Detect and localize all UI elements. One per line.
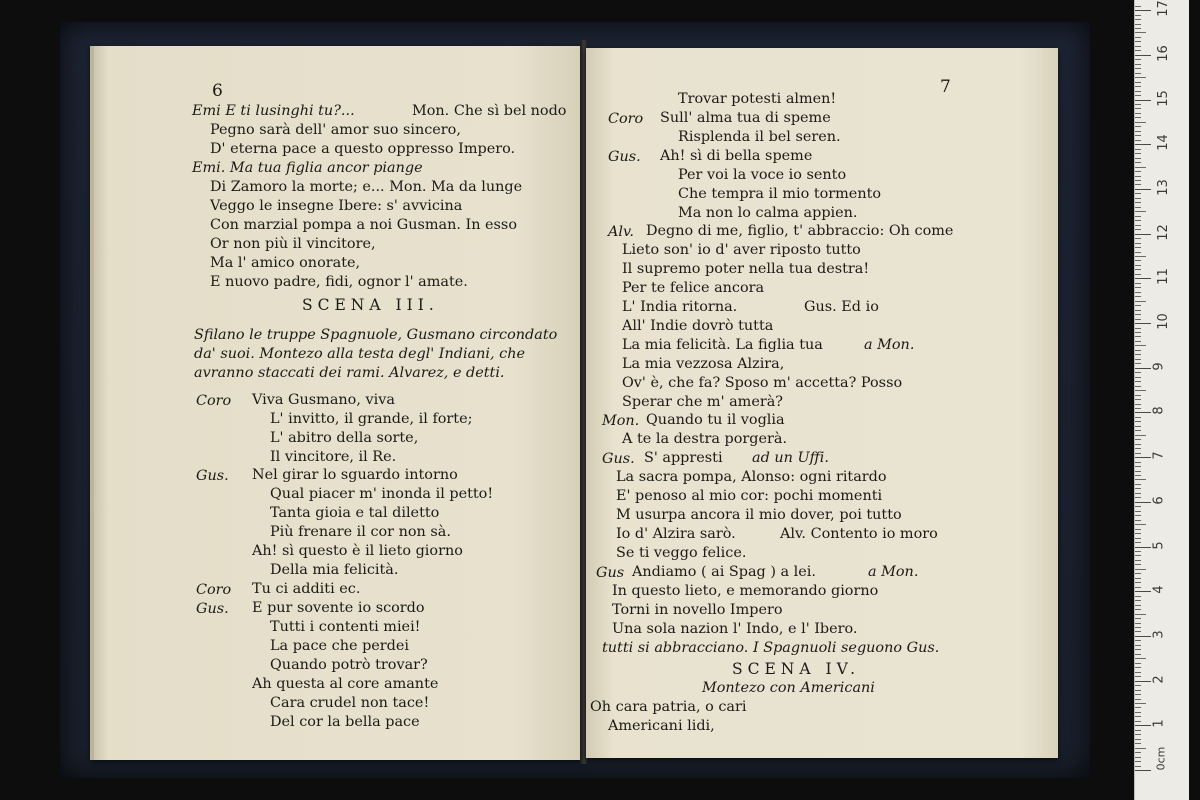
ruler-tick (1135, 654, 1141, 655)
ruler-tick (1135, 345, 1146, 346)
verse-line: Tu ci additi ec. (252, 581, 361, 597)
ruler-tick (1135, 725, 1151, 726)
ruler-number: 3 (1151, 630, 1167, 639)
ruler-tick (1135, 582, 1141, 583)
ruler-tick (1135, 323, 1151, 324)
ruler-tick (1135, 515, 1141, 516)
ruler-tick (1135, 444, 1141, 445)
speaker-label: Gus. (196, 601, 229, 617)
ruler-tick (1135, 15, 1141, 16)
ruler-tick (1135, 359, 1141, 360)
verse-line: Torni in novello Impero (612, 602, 783, 618)
ruler-tick (1135, 475, 1141, 476)
text-line: Con marzial pompa a noi Gusman. In esso (210, 217, 517, 233)
ruler-number: 2 (1151, 674, 1167, 684)
ruler-tick (1135, 506, 1141, 507)
ruler-tick (1135, 336, 1141, 337)
ruler-number: 10 (1155, 313, 1171, 330)
ruler-number: 11 (1155, 268, 1171, 286)
verse-line: Che tempra il mio tormento (678, 186, 882, 202)
ruler-tick (1135, 176, 1141, 177)
ruler-tick (1135, 645, 1141, 646)
ruler-tick (1135, 243, 1141, 244)
ruler-number: 8 (1151, 406, 1167, 416)
ruler-tick (1135, 368, 1151, 369)
ruler-tick (1135, 623, 1141, 624)
ruler-tick (1135, 748, 1146, 749)
ruler-tick (1135, 587, 1141, 588)
ruler-tick (1135, 19, 1141, 20)
ruler-tick (1135, 216, 1141, 217)
ruler-tick (1135, 193, 1141, 194)
ruler-tick (1135, 68, 1141, 69)
ruler-tick (1135, 238, 1141, 239)
ruler-number: 4 (1151, 585, 1167, 594)
ruler-tick (1135, 198, 1141, 199)
ruler-tick (1135, 95, 1141, 96)
text-line (192, 102, 355, 121)
ruler-number: 16 (1155, 45, 1171, 62)
ruler-tick (1135, 269, 1141, 270)
ruler-tick (1135, 399, 1141, 400)
ruler-tick (1135, 296, 1141, 297)
verse-line: A te la destra porgerà. (622, 431, 788, 447)
ruler-tick (1135, 690, 1141, 691)
verse-line: Andiamo ( ai Spag ) a lei. (632, 564, 816, 580)
ruler-tick (1135, 533, 1141, 534)
ruler-tick (1135, 180, 1141, 181)
inline-note: Alv. Contento io moro (780, 526, 938, 542)
ruler-tick (1135, 502, 1151, 503)
ruler-tick (1135, 184, 1141, 185)
ruler-tick (1135, 167, 1146, 168)
ruler-tick (1135, 278, 1151, 279)
ruler-tick (1135, 609, 1141, 610)
ruler-tick (1135, 220, 1141, 221)
ruler-tick (1135, 730, 1141, 731)
ruler-tick (1135, 131, 1141, 132)
verse-line: Una sola nazion l' Indo, e l' Ibero. (612, 621, 858, 637)
verse-line: L' India ritorna. (622, 299, 738, 315)
ruler-tick (1135, 547, 1151, 548)
verse-line: Tanta gioia e tal diletto (270, 505, 440, 521)
ruler-tick (1135, 752, 1141, 753)
verse-line: L' abitro della sorte, (270, 430, 419, 446)
ruler-tick (1135, 640, 1141, 641)
ruler-tick (1135, 430, 1141, 431)
ruler-tick (1135, 328, 1141, 329)
ruler-tick (1135, 100, 1151, 101)
ruler-tick (1135, 260, 1141, 261)
inline-note: ad un Uffi. (752, 450, 829, 466)
right-page-number: 7 (940, 77, 951, 97)
ruler-tick (1135, 363, 1141, 364)
verse-line: Tutti i contenti miei! (270, 619, 421, 635)
ruler-tick (1135, 10, 1151, 11)
ruler-tick (1135, 108, 1141, 109)
ruler-tick (1135, 229, 1141, 230)
verse-line: Cara crudel non tace! (270, 695, 430, 711)
ruler-tick (1135, 649, 1141, 650)
verse-line: Il vincitore, il Re. (270, 449, 397, 465)
ruler-tick (1135, 104, 1141, 105)
verse-line: La sacra pompa, Alonso: ogni ritardo (616, 469, 887, 485)
ruler-tick (1135, 247, 1141, 248)
speaker-label: Gus. (602, 451, 635, 467)
ruler-tick (1135, 171, 1141, 172)
text-line: Di Zamoro la morte; e... Mon. Ma da lunge (210, 179, 523, 195)
ruler-tick (1135, 707, 1141, 708)
ruler-tick (1135, 636, 1151, 637)
ruler-tick (1135, 417, 1141, 418)
ruler-tick (1135, 439, 1141, 440)
ruler-tick (1135, 377, 1141, 378)
ruler-tick (1135, 699, 1141, 700)
ruler-tick (1135, 6, 1141, 7)
ruler-tick (1135, 511, 1141, 512)
ruler-tick (1135, 140, 1141, 141)
ruler-tick (1135, 734, 1141, 735)
ruler-tick (1135, 292, 1141, 293)
verse-line: Più frenare il cor non sà. (270, 524, 451, 540)
ruler-tick (1135, 591, 1151, 592)
ruler-tick (1135, 766, 1141, 767)
ruler-tick (1135, 162, 1141, 163)
verse-line: Il supremo poter nella tua destra! (622, 261, 870, 277)
text-line: E nuovo padre, fidi, ognor l' amate. (210, 274, 468, 290)
ruler-number: 12 (1155, 223, 1171, 241)
scene-heading: SCENA IV. (732, 660, 861, 678)
ruler-tick (1135, 618, 1141, 619)
measurement-ruler (1134, 0, 1189, 800)
ruler-tick (1135, 122, 1146, 123)
ruler-tick (1135, 350, 1141, 351)
ruler-tick (1135, 538, 1141, 539)
ruler-tick (1135, 202, 1141, 203)
ruler-tick (1135, 457, 1151, 458)
ruler-tick (1135, 770, 1151, 771)
ruler-tick (1135, 560, 1141, 561)
ruler-tick (1135, 703, 1146, 704)
ruler-tick (1135, 462, 1141, 463)
right-page (586, 48, 1058, 758)
ruler-tick (1135, 555, 1141, 556)
ruler-tick (1135, 600, 1141, 601)
verse-line: Quando tu il voglia (646, 412, 785, 428)
ruler-number: 1 (1151, 719, 1167, 728)
stage-direction: da' suoi. Montezo alla testa degl' Indiani, che (194, 346, 526, 362)
verse-line: Viva Gusmano, viva (252, 392, 395, 408)
text-line: D' eterna pace a questo oppresso Impero. (210, 141, 516, 157)
ruler-tick (1135, 520, 1141, 521)
ruler-tick (1135, 390, 1146, 391)
ruler-tick (1135, 126, 1141, 127)
ruler-tick (1135, 149, 1141, 150)
ruler-tick (1135, 158, 1141, 159)
ruler-tick (1135, 551, 1141, 552)
ruler-tick (1135, 667, 1141, 668)
verse-line: Ah! sì questo è il lieto giorno (252, 543, 463, 559)
verse-line: Del cor la bella pace (270, 714, 420, 730)
ruler-tick (1135, 694, 1141, 695)
left-page-number: 6 (212, 81, 223, 101)
verse-line: All' Indie dovrò tutta (622, 318, 774, 334)
ruler-tick (1135, 569, 1146, 570)
verse-line: La mia vezzosa Alzira, (622, 356, 785, 372)
ruler-tick (1135, 64, 1141, 65)
ruler-tick (1135, 301, 1146, 302)
ruler-tick (1135, 305, 1141, 306)
ruler-tick (1135, 32, 1146, 33)
ruler-tick (1135, 743, 1141, 744)
ruler-tick (1135, 685, 1141, 686)
stage-direction: Sfilano le truppe Spagnuole, Gusmano circondato (194, 327, 558, 343)
ruler-tick (1135, 426, 1141, 427)
verse-line: In questo lieto, e memorando giorno (612, 583, 879, 599)
verse-line: Se ti veggo felice. (616, 545, 747, 561)
ruler-tick (1135, 91, 1141, 92)
ruler-tick (1135, 354, 1141, 355)
ruler-tick (1135, 265, 1141, 266)
speaker-label: Coro (196, 582, 232, 598)
ruler-tick (1135, 386, 1141, 387)
verse-line: Io d' Alzira sarò. (616, 526, 736, 542)
verse-line: Trovar potesti almen! (678, 91, 837, 107)
ruler-tick (1135, 681, 1151, 682)
verse-line: Ov' è, che fa? Sposo m' accetta? Posso (622, 375, 903, 391)
ruler-tick (1135, 319, 1141, 320)
ruler-tick (1135, 605, 1141, 606)
verse-line: Qual piacer m' inonda il petto! (270, 486, 494, 502)
ruler-tick (1135, 24, 1141, 25)
text-line: Or non più il vincitore, (210, 236, 376, 252)
verse-line: Oh cara patria, o cari (590, 699, 747, 715)
verse-line: Degno di me, figlio, t' abbraccio: Oh come (646, 223, 954, 239)
ruler-tick (1135, 412, 1151, 413)
ruler-number: 17 (1155, 0, 1171, 17)
ruler-tick (1135, 28, 1141, 29)
ruler-tick (1135, 117, 1141, 118)
ruler-tick (1135, 573, 1141, 574)
text-line: Pegno sarà dell' amor suo sincero, (210, 122, 461, 138)
speaker-label: Gus. (608, 149, 641, 165)
text-line: Mon. Che sì bel nodo (412, 103, 567, 119)
ruler-tick (1135, 484, 1141, 485)
verse-line: Lieto son' io d' aver riposto tutto (622, 242, 861, 258)
scene-heading: SCENA III. (302, 296, 439, 314)
speaker-label: Coro (608, 111, 644, 127)
ruler-tick (1135, 739, 1141, 740)
speaker-label: Alv. (608, 224, 634, 240)
ruler-tick (1135, 497, 1141, 498)
text-line: Ma l' amico onorate, (210, 255, 361, 271)
ruler-tick (1135, 372, 1141, 373)
ruler-tick (1135, 721, 1141, 722)
stage-direction: avranno staccati dei rami. Alvarez, e detti. (194, 365, 505, 381)
ruler-tick (1135, 234, 1151, 235)
ruler-tick (1135, 46, 1141, 47)
ruler-tick (1135, 113, 1141, 114)
verse-line: La mia felicità. La figlia tua (622, 337, 823, 353)
speaker-label: Mon. (602, 413, 640, 429)
verse-line: E pur sovente io scordo (252, 600, 425, 616)
ruler-tick (1135, 712, 1141, 713)
ruler-tick (1135, 672, 1141, 673)
inline-note: a Mon. (868, 564, 919, 580)
ruler-tick (1135, 524, 1146, 525)
ruler-tick (1135, 287, 1141, 288)
ruler-tick (1135, 421, 1141, 422)
ruler-tick (1135, 50, 1141, 51)
ruler-tick (1135, 77, 1146, 78)
text-line: Emi E ti lusinghi tu?... (192, 103, 355, 119)
scene-subtitle: Montezo con Americani (702, 680, 875, 696)
verse-line: Risplenda il bel seren. (678, 129, 841, 145)
ruler-tick (1135, 596, 1141, 597)
stage-direction: tutti si abbracciano. I Spagnuoli seguono Gus. (602, 640, 940, 656)
ruler-tick (1135, 448, 1141, 449)
verse-line: Per te felice ancora (622, 280, 765, 296)
verse-line: Della mia felicità. (270, 562, 399, 578)
verse-line: La pace che perdei (270, 638, 410, 654)
ruler-tick (1135, 564, 1141, 565)
verse-line: S' appresti (644, 450, 723, 466)
ruler-tick (1135, 761, 1141, 762)
ruler-tick (1135, 614, 1146, 615)
ruler-tick (1135, 310, 1141, 311)
ruler-unit-label: 0cm (1154, 746, 1168, 771)
ruler-tick (1135, 471, 1141, 472)
ruler-tick (1135, 332, 1141, 333)
ruler-tick (1135, 37, 1141, 38)
ruler-tick (1135, 135, 1141, 136)
verse-line: Ah! sì di bella speme (660, 148, 813, 164)
ruler-tick (1135, 274, 1141, 275)
ruler-tick (1135, 663, 1141, 664)
text-line: Emi. Ma tua figlia ancor piange (192, 160, 423, 176)
ruler-tick (1135, 408, 1141, 409)
speaker-label: Gus. (196, 468, 229, 484)
ruler-tick (1135, 59, 1141, 60)
ruler-tick (1135, 488, 1141, 489)
ruler-tick (1135, 631, 1141, 632)
verse-line: L' invitto, il grande, il forte; (270, 411, 473, 427)
inline-note: a Mon. (864, 337, 915, 353)
ruler-number: 7 (1151, 451, 1167, 460)
ruler-tick (1135, 493, 1141, 494)
ruler-number: 5 (1151, 540, 1167, 550)
ruler-tick (1135, 73, 1141, 74)
verse-line: Sperar che m' amerà? (622, 394, 784, 410)
ruler-number: 6 (1151, 496, 1167, 505)
inline-note: Gus. Ed io (804, 299, 879, 315)
ruler-tick (1135, 314, 1141, 315)
ruler-tick (1135, 658, 1146, 659)
speaker-label: Gus (596, 565, 625, 581)
verse-line: Americani lidi, (608, 718, 715, 734)
ruler-tick (1135, 542, 1141, 543)
ruler-tick (1135, 283, 1141, 284)
ruler-tick (1135, 256, 1146, 257)
ruler-tick (1135, 479, 1146, 480)
ruler-tick (1135, 341, 1141, 342)
ruler-number: 13 (1155, 179, 1171, 196)
ruler-number: 9 (1151, 362, 1167, 371)
left-page (90, 46, 586, 760)
ruler-tick (1135, 578, 1141, 579)
ruler-tick (1135, 41, 1141, 42)
ruler-tick (1135, 716, 1141, 717)
speaker-label: Coro (196, 393, 232, 409)
ruler-tick (1135, 627, 1141, 628)
ruler-tick (1135, 153, 1141, 154)
ruler-tick (1135, 676, 1141, 677)
ruler-number: 15 (1155, 89, 1171, 107)
ruler-tick (1135, 55, 1151, 56)
ruler-tick (1135, 225, 1141, 226)
ruler-tick (1135, 86, 1141, 87)
verse-line: Quando potrò trovar? (270, 657, 428, 673)
ruler-tick (1135, 453, 1141, 454)
ruler-tick (1135, 466, 1141, 467)
verse-line: E' penoso al mio cor: pochi momenti (616, 488, 883, 504)
ruler-tick (1135, 529, 1141, 530)
ruler-tick (1135, 395, 1141, 396)
verse-line: M usurpa ancora il mio dover, poi tutto (616, 507, 902, 523)
verse-line: Ma non lo calma appien. (678, 205, 858, 221)
ruler-tick (1135, 252, 1141, 253)
verse-line: Per voi la voce io sento (678, 167, 847, 183)
verse-line: Sull' alma tua di speme (660, 110, 831, 126)
ruler-tick (1135, 757, 1141, 758)
ruler-tick (1135, 435, 1146, 436)
ruler-tick (1135, 211, 1146, 212)
ruler-number: 14 (1155, 134, 1171, 151)
ruler-tick (1135, 144, 1151, 145)
text-line: Veggo le insegne Ibere: s' avvicina (210, 198, 463, 214)
verse-line: Nel girar lo sguardo intorno (252, 467, 458, 483)
ruler-tick (1135, 82, 1141, 83)
verse-line: Ah questa al core amante (252, 676, 439, 692)
ruler-tick (1135, 404, 1141, 405)
ruler-tick (1135, 207, 1141, 208)
ruler-tick (1135, 381, 1141, 382)
ruler-tick (1135, 189, 1151, 190)
